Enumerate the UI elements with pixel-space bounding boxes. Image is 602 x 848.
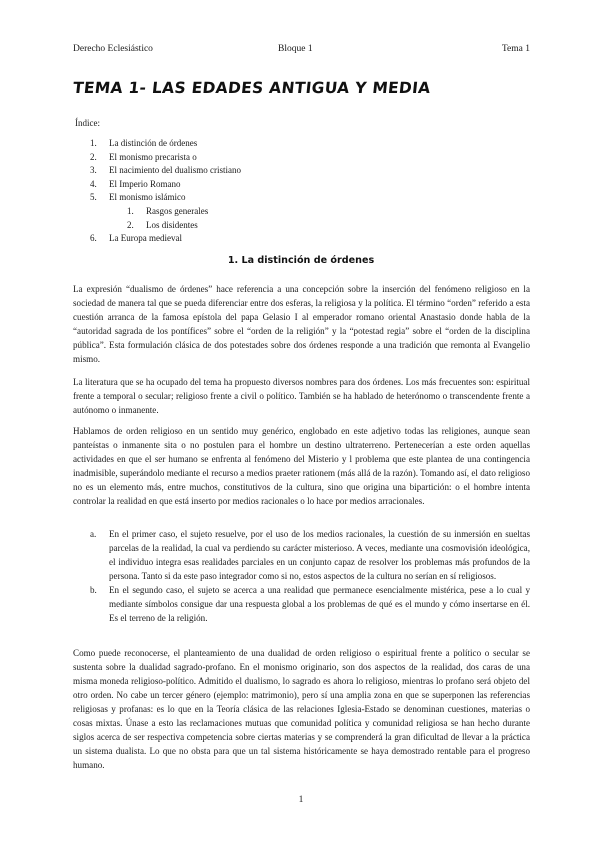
section-heading: 1. La distinción de órdenes [227,255,375,266]
enumerated-list [90,527,530,625]
header-block: Bloque 1 [278,44,313,54]
toc-label: La Europa medieval [109,233,182,244]
paragraph: La literatura que se ha ocupado del tema ha propuesto diversos nombres para dos órdenes. Los más frecuentes son: espiritual frente a temporal o secular; religioso frente a civil o político. También se ha hablado de heterónomo o transcendente frente a autónomo o inmanente. [73,377,530,415]
header-course: Derecho Eclesiástico [73,44,153,54]
paragraph: Hablamos de orden religioso en un sentido muy genérico, englobado en este adjetivo todas las religiones, aunque sean panteístas o inmanente sita o no postulen para el hombre un destino ultraterreno. Pertenecerían a este orden aquellas actividades en que el ser humano se enfrenta al fenómeno del Misterio y l problema que este plantea de una contingencia inadmisible, superándolo mediante el recurso a medios praeter rationem (más allá de la razón). Tomando así, el dato religioso no es un elemento más, entre muchos, constitutivos de la cultura, sino que origina una bipartición: o el hombre intenta controlar la realidad en que está inserto por medios racionales o lo hace por medios arracionales. [73,426,530,506]
toc-label: Los disidentes [146,219,198,230]
list-marker: b. [90,585,97,595]
list-item-text: En el segundo caso, el sujeto se acerca a una realidad que permanece esencialmente mistérica, pese a lo cual y mediante símbolos consigue dar una respuesta global a los problemas de qué es el mundo y cómo insertarse en él. Es el terreno de la religión. [109,585,530,623]
toc-item [90,164,241,178]
table-of-contents [90,137,241,246]
header-topic: Tema 1 [501,44,530,54]
paragraph: La expresión “dualismo de órdenes” hace referencia a una concepción sobre la inserción del fenómeno religioso en la sociedad de manera tal que se pueda diferenciar entre dos esferas, la religiosa y la política. El término “orden” referido a esta cuestión arranca de la famosa epístola del papa Gelasio I al emperador romano oriental Anastasio donde habla de la “autoridad sagrada de los pontífices” sobre el “orden de la religión” y la “potestad regia” sobre el “orden de la disciplina pública”. Esta formulación clásica de dos potestades sobre dos órdenes responde a una tradición que remonta al Evangelio mismo. [73,284,530,364]
toc-subitem [90,219,241,233]
index-label: Índice: [75,118,100,128]
list-marker: a. [90,529,97,539]
list-item [90,527,530,583]
toc-item [90,178,241,192]
document-title: TEMA 1- LAS EDADES ANTIGUA Y MEDIA [72,79,432,97]
paragraph: Como puede reconocerse, el planteamiento de una dualidad de orden religioso o espiritual frente a político o secular se sustenta sobre la dualidad sagrado-profano. En el monismo originario, son dos aspectos de la realidad, dos caras de una misma moneda religioso-político. Admitido el dualismo, lo sagrado es ahora lo religioso, mientras lo profano será objeto del otro orden. No cabe un tercer género (ejemplo: matrimonio), pero sí una amplia zona en que se superponen las referencias religiosas y profanas: es lo que en la Teoría clásica de las relaciones Iglesia-Estado se denominan cuestiones, materias o cosas mixtas. Únase a esto las reclamaciones mutuas que comunidad política y comunidad religiosa se han hecho durante siglos acerca de ser respectiva competencia sobre ciertas materias y se comprenderá la gran dificultad de llevar a la práctica un sistema dualista. Lo que no obsta para que un tal sistema históricamente se haya demostrado rentable para el progreso humano. [73,648,530,770]
toc-label: El nacimiento del dualismo cristiano [109,165,241,176]
toc-label: El monismo islámico [109,192,186,203]
toc-number: 5. [90,192,97,203]
toc-subitem [90,205,241,219]
toc-label: La distinción de órdenes [109,138,198,148]
toc-number: 3. [90,165,97,176]
toc-item [90,151,241,165]
list-item-text: En el primer caso, el sujeto resuelve, por el uso de los medios racionales, la cuestión de su inmersión en sueltas parcelas de la realidad, la cual va perdiendo su carácter misterioso. A veces, mediante una cosmovisión ideológica, el individuo integra esas realidades parciales en un conjunto capaz de resolver los problemas más profundos de la persona. Tanto si da este paso integrador como si no, estos aspectos de la cultura no serían en sí religiosos. [109,529,530,581]
toc-number: 2. [127,219,134,230]
toc-number: 1. [90,138,97,148]
toc-number: 2. [90,151,97,162]
toc-number: 1. [127,205,134,216]
page-number: 1 [298,795,304,805]
toc-label: Rasgos generales [146,205,209,216]
page-header [73,44,530,58]
toc-item [90,232,241,246]
toc-number: 6. [90,233,97,244]
toc-label: El Imperio Romano [109,178,181,189]
toc-item [90,191,241,205]
toc-item [90,137,241,151]
list-item [90,583,530,625]
toc-number: 4. [90,178,97,189]
toc-label: El monismo precarista o [109,151,197,162]
